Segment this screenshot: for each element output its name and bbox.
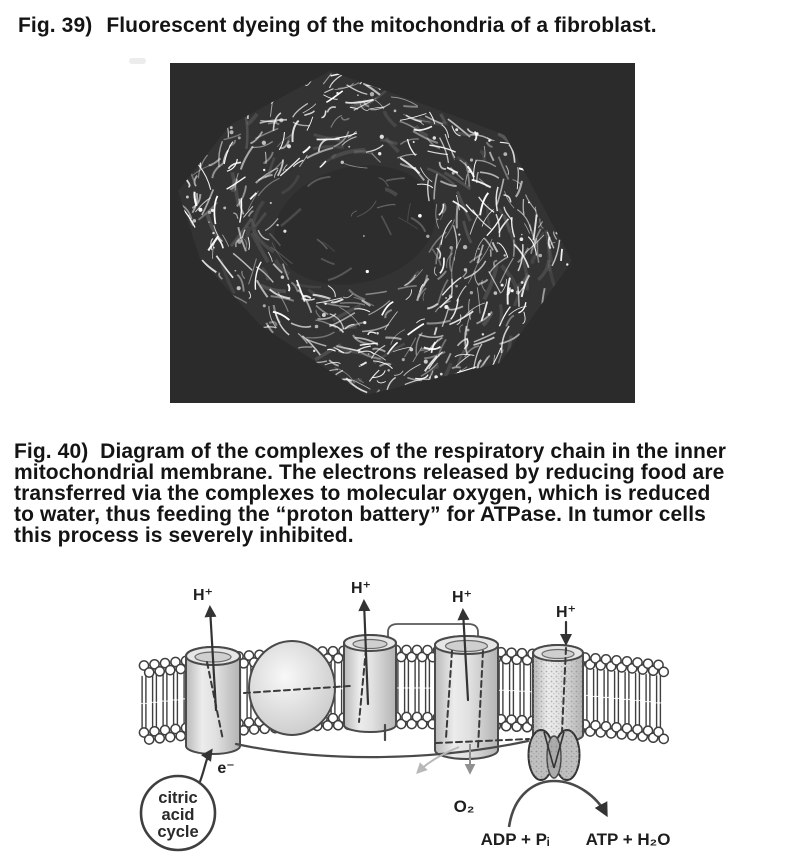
- fig40-caption-line: Fig. 40) Diagram of the complexes of the respiratory chain in the inner: [14, 440, 727, 463]
- citric-line-3: cycle: [157, 823, 199, 841]
- proton-label-2: H⁺: [351, 580, 371, 597]
- citric-acid-cycle-circle: [141, 776, 215, 850]
- fig40-caption-line: transferred via the complexes to molecular oxygen, which is reduced: [14, 482, 711, 505]
- fig39-caption-text: Fluorescent dyeing of the mitochondria of a fibroblast.: [106, 14, 657, 37]
- complex-iii: [344, 635, 396, 732]
- adp-atp-arrow: [509, 781, 606, 827]
- micrograph-canvas: [170, 63, 635, 403]
- fig40-caption-line: mitochondrial membrane. The electrons released by reducing food are: [14, 461, 725, 484]
- electron-arrow: [199, 751, 211, 784]
- fig40-caption: [14, 441, 792, 546]
- scan-artifact-mark: [129, 58, 146, 64]
- fig40-caption-line: to water, thus feeding the “proton battery” for ATPase. In tumor cells: [14, 503, 706, 526]
- atp-synthase-knob: [529, 730, 580, 780]
- citric-line-2: acid: [161, 806, 195, 824]
- electron-label: e⁻: [217, 760, 235, 777]
- proton-label-4: H⁺: [556, 604, 576, 621]
- complex-ii-oval: [249, 641, 335, 735]
- atp-synthase: [529, 645, 584, 780]
- citric-line-1: citric: [158, 789, 198, 807]
- atp-label: ATP + H₂O: [585, 830, 671, 849]
- proton-label-3: H⁺: [452, 589, 472, 606]
- fig40-diagram: [0, 556, 800, 861]
- adp-label: ADP + Pᵢ: [480, 830, 550, 849]
- fig39-label: Fig. 39): [18, 14, 93, 37]
- fig39-caption: [18, 14, 778, 38]
- fig39-micrograph: [170, 63, 635, 403]
- fig40-caption-line: this process is severely inhibited.: [14, 524, 354, 547]
- proton-label-1: H⁺: [193, 587, 213, 604]
- oxygen-label: O₂: [453, 797, 475, 816]
